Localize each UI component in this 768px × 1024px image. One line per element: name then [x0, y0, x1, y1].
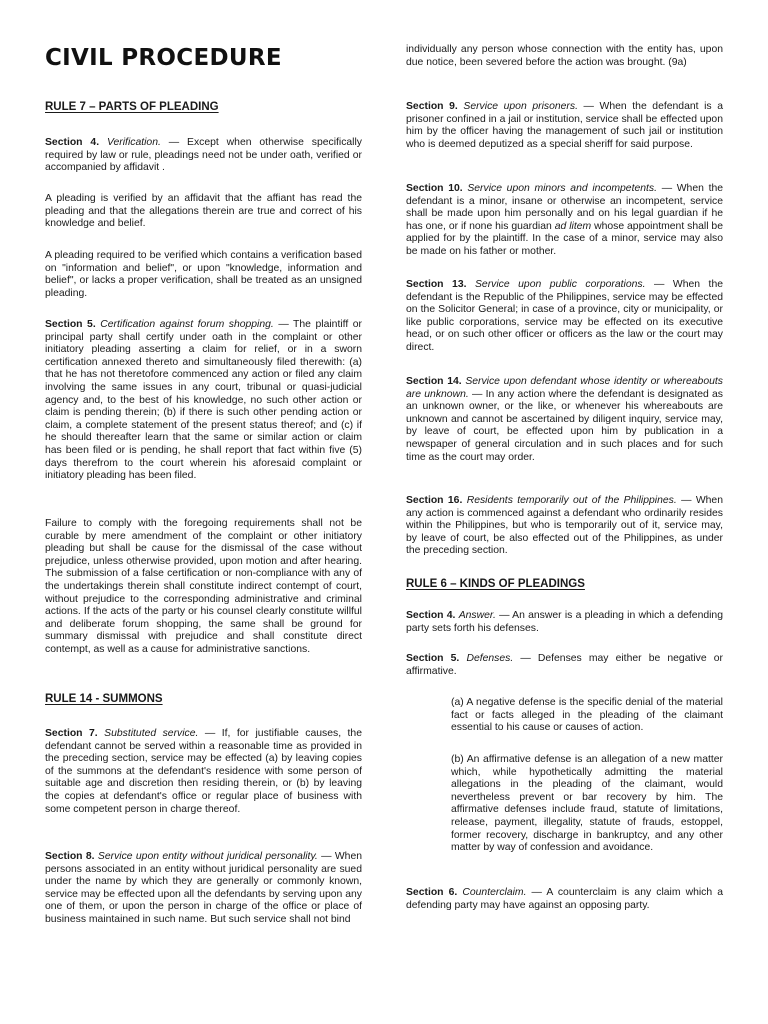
rule6-section-4 [406, 610, 723, 635]
rule14-section-13 [406, 279, 723, 355]
section-title: Counterclaim. [462, 887, 527, 898]
section-label: Section 13. [406, 279, 467, 290]
section-body: whose appointment shall be applied for by the plaintiff. In the case of a minor, service may also be made on his father or mother. [406, 220, 723, 257]
rule14-section-9 [406, 101, 723, 151]
rule6-section-6 [406, 887, 723, 912]
section-label: Section 4. [45, 137, 100, 148]
section-label: Section 5. [45, 319, 96, 330]
rule-7-heading: RULE 7 – PARTS OF PLEADING [45, 101, 219, 113]
section-title: Service upon minors and incompetents. [467, 183, 658, 194]
rule7-section-5 [45, 319, 362, 483]
rule7-section-4-paragraph-3: A pleading required to be verified which contains a verification based on "information and belief", or upon "knowledge, information and belief", or lacks a proper verification, shall be treated as an unsigned pleading. [45, 250, 362, 299]
section-label: Section 9. [406, 101, 458, 112]
section-body: — When any action is commenced against a defendant who ordinarily resides within the Philippines, but who is temporarily out of it, service may, by leave of court, be also effected out of the Philippines, as under the preceding section. [406, 495, 723, 557]
section-body: — When the defendant is a minor, insane or otherwise an incompetent, service shall be made upon him personally and on his legal guardian if he has one, or if none his guardian [406, 183, 724, 232]
section-label: Section 14. [406, 376, 462, 387]
section-title: Service upon public corporations. [475, 279, 646, 290]
rule6-section-5-item-b: (b) An affirmative defense is an allegation of a new matter which, while hypothetically admitting the material allegations in the pleading of the claimant, would nevertheless prevent or bar recovery by him. The affirmative defenses include fraud, statute of limitations, release, payment, illegality, statute of frauds, estoppel, former recovery, discharge in bankruptcy, and any other matter by way of confession and avoidance. [451, 754, 723, 854]
section-label: Section 4. [406, 610, 456, 621]
section-body: — Defenses may either be negative or affirmative. [406, 653, 723, 677]
section-label: Section 5. [406, 653, 460, 664]
section-body: — When the defendant is the Republic of the Philippines, service may be effected on the Solicitor General; in case of a province, city or municipality, or like public corporations, service may be effected on its executive head, or on such other officer or officers as the law or the court may direct. [406, 279, 723, 353]
rule-14-heading: RULE 14 - SUMMONS [45, 693, 163, 705]
section-title: Service upon entity without juridical personality. [97, 851, 318, 862]
rule7-section-5-paragraph-2: Failure to comply with the foregoing requirements shall not be curable by mere amendment of the complaint or other initiatory pleading but shall be cause for the dismissal of the case without prejudice, unless otherwise provided, upon motion and after hearing. The submission of a false certification or non-compliance with any of the undertakings therein shall constitute indirect contempt of court, without prejudice to the corresponding administrative and criminal actions. If the acts of the party or his counsel clearly constitute willful and deliberate forum shopping, the same shall be ground for summary dismissal with prejudice and shall constitute direct contempt, as well as a cause for administrative sanctions. [45, 518, 362, 655]
section-title: Answer. [458, 610, 496, 621]
section-title: Residents temporarily out of the Philippines. [466, 495, 677, 506]
section-body: — An answer is a pleading in which a defending party sets forth his defenses. [406, 610, 723, 634]
rule14-section-8-continued: individually any person whose connection with the entity has, upon due notice, been severed before the action was brought. (9a) [406, 44, 723, 68]
section-label: Section 6. [406, 887, 458, 898]
section-body: — When persons associated in an entity without juridical personality are sued under the name by which they are generally or commonly known, service may be effected upon all the defendants by serving upon any one of them, or upon the person in charge of the office or place of business maintained in such name. But such service shall not bind [45, 851, 362, 925]
section-title: Substituted service. [104, 728, 199, 739]
section-body: — When the defendant is a prisoner confined in a jail or institution, service shall be effected upon him by the officer having the management of such jail or institution who is deemed deputized as a special sheriff for said purpose. [406, 101, 723, 150]
section-label: Section 10. [406, 183, 463, 194]
rule6-section-5-item-a: (a) A negative defense is the specific denial of the material fact or facts alleged in the pleading of the claimant essential to his cause or causes of action. [451, 697, 723, 734]
section-title: Service upon defendant whose identity or whereabouts are unknown. [406, 376, 723, 400]
rule7-section-4-paragraph-2: A pleading is verified by an affidavit that the affiant has read the pleading and that the allegations therein are true and correct of his knowledge and belief. [45, 193, 362, 230]
section-title: Certification against forum shopping. [100, 319, 274, 330]
section-body: — Except when otherwise specifically required by law or rule, pleadings need not be under oath, verified or accompanied by affidavit . [45, 137, 362, 174]
rule14-section-10 [406, 183, 723, 259]
rule-6-heading: RULE 6 – KINDS OF PLEADINGS [406, 578, 585, 590]
section-body: — If, for justifiable causes, the defendant cannot be served within a reasonable time as provided in the preceding section, service may be effected (a) by leaving copies of the summons at the defendant's residence with some person of suitable age and discretion then residing therein, or (b) by leaving the copies at defendant's office or regular place of business with some competent person in charge thereof. [45, 728, 362, 815]
section-title: Service upon prisoners. [463, 101, 578, 112]
section-label: Section 16. [406, 495, 463, 506]
section-body: — The plaintiff or principal party shall certify under oath in the complaint or other initiatory pleading asserting a claim for relief, or in a sworn certification annexed thereto and simultaneously filed therewith: (a) that he has not theretofore commenced any action or filed any claim involving the same issues in any court, tribunal or quasi-judicial agency and, to the best of his knowledge, no such other action or claim is pending therein; (b) if there is such other pending action or claim, a complete statement of the present status thereof; and (c) if he should thereafter learn that the same or similar action or claim has been filed or is pending, he shall report that fact within five (5) days therefrom to the court wherein his aforesaid complaint or initiatory pleading has been filed. [45, 319, 362, 482]
rule14-section-16 [406, 495, 723, 558]
section-body: — A counterclaim is any claim which a defending party may have against an opposing party. [406, 887, 723, 911]
rule6-section-5 [406, 653, 723, 678]
section-label: Section 7. [45, 728, 98, 739]
section-body-italic: ad litem [554, 220, 592, 232]
section-body: — In any action where the defendant is designated as an unknown owner, or the like, or whenever his whereabouts are unknown and cannot be ascertained by diligent inquiry, service may, by leave of court, be effected upon him by publication in a newspaper of general circulation and in such places and for such time as the court may order. [406, 388, 723, 463]
section-label: Section 8. [45, 851, 95, 862]
rule14-section-8 [45, 851, 362, 927]
section-title: Defenses. [466, 653, 514, 664]
rule14-section-7 [45, 728, 362, 816]
rule7-section-4 [45, 137, 362, 175]
section-title: Verification. [106, 137, 161, 148]
document-title: CIVIL PROCEDURE [45, 45, 282, 71]
rule14-section-14 [406, 376, 723, 464]
